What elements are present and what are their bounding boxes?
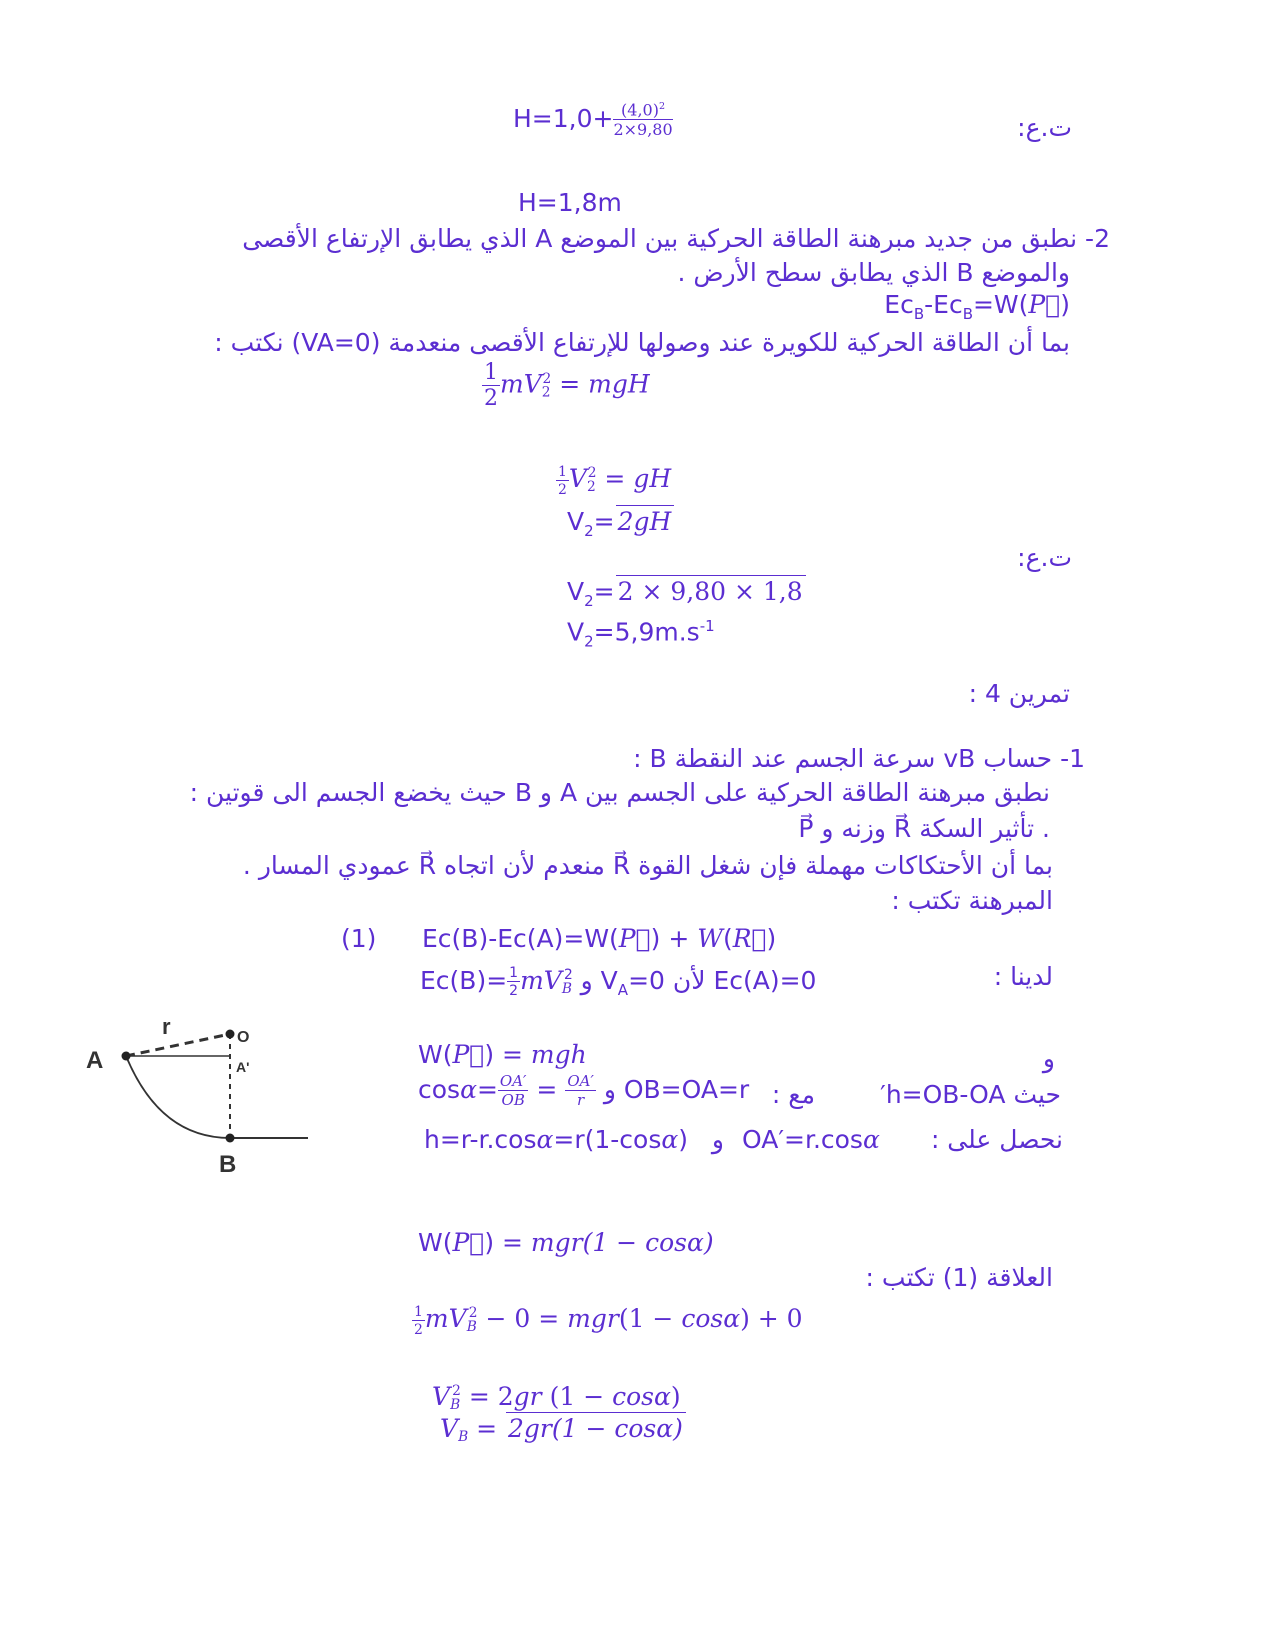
pendulum-figure	[80, 1010, 320, 1180]
paragraph-line: 2- نطبق من جديد مبرهنة الطاقة الحركية بين الموضع A الذي يطابق الإرتفاع الأقصى	[242, 224, 1110, 253]
paragraph-line: بما أن الطاقة الحركية للكويرة عند وصولها للإرتفاع الأقصى منعدمة (VA=0) نكتب :	[214, 328, 1070, 357]
point-o	[226, 1030, 235, 1039]
label-r: r	[162, 1014, 171, 1039]
paragraph-line: نطبق مبرهنة الطاقة الحركية على الجسم بين A و B حيث يخضع الجسم الى قوتين :	[189, 778, 1050, 807]
numeric-label: ت.ع:	[1017, 543, 1072, 572]
height-equation: H=1,0+ $\frac{(4,0)^2}{2\times 9,80}$	[513, 100, 673, 140]
label-a: A	[86, 1047, 104, 1074]
paragraph-line: P⃗ وزنه و R⃗ تأثير السكة .	[798, 814, 1050, 843]
paragraph-line: بما أن الأحتكاكات مهملة فإن شغل القوة R⃗ منعدم لأن اتجاه R⃗ عمودي المسار .	[242, 851, 1053, 880]
wa-label: و	[1042, 1044, 1055, 1073]
label-b: B	[219, 1151, 237, 1178]
equation-vb-squared: $VB^2 = 2gr$ (1 − cosα)	[432, 1382, 681, 1413]
equation-vb: VB = 2gr(1 − cosα)	[440, 1412, 686, 1452]
haythu-line: حيث h=OB-OA′	[880, 1080, 1061, 1109]
paragraph-line: المبرهنة تكتب :	[891, 886, 1053, 915]
equation-wp-final: W(P⃗) = mgr(1 − cosα)	[418, 1228, 714, 1257]
equation-h: h=r-r.cosα=r(1-cosα) و	[424, 1125, 724, 1154]
equation-simplified: $\frac{1}{2}$ $V2^2$ = gH	[558, 463, 672, 498]
equation-wp: W(P⃗) = mgh	[418, 1040, 587, 1069]
ladayna-label: لدينا :	[993, 962, 1053, 991]
theorem-equation: $Ec_B-Ec_B=W(P⃗)$	[884, 290, 1070, 323]
point-a	[122, 1052, 131, 1061]
equation-v2-numeric: $V_2= 2 \times 9,80 \times 1,8$	[567, 575, 806, 616]
relation-label: العلاقة (1) تكتب :	[865, 1263, 1053, 1292]
equation-oa-prime: OA′=r.cosα	[742, 1125, 880, 1154]
paragraph-line: والموضع B الذي يطابق سطح الأرض .	[677, 258, 1070, 287]
theorem-equation-4: Ec(B)-Ec(A)=W(P⃗) + W(R⃗)	[422, 924, 777, 953]
maa-label: مع :	[771, 1080, 815, 1109]
nahsul-label: نحصل على :	[930, 1125, 1063, 1154]
equation-cos: cosα= $\frac{OA'}{OB}$ = $\frac{OA'}{r}$ و OB=OA=r	[418, 1072, 750, 1109]
numeric-label: ت.ع:	[1017, 113, 1072, 142]
height-result: H=1,8m	[518, 188, 622, 217]
exercise-title: تمرين 4 :	[968, 679, 1070, 708]
equation-number: (1)	[341, 924, 377, 953]
equation-ecb: Ec(B)= $\frac{1}{2}$ mVB$^2$ و $V_A=0$ لأن Ec(A)=0	[420, 965, 817, 999]
point-b	[226, 1134, 235, 1143]
arc-track	[126, 1056, 230, 1138]
label-a-prime: A'	[236, 1059, 250, 1075]
equation-v2-formula: $V_2= 2gH$	[567, 505, 674, 546]
equation-energy: $\frac{1}{2}$ mVB$^2$ − 0 = mgr(1 − cosα) + 0	[414, 1303, 803, 1338]
question-1: 1- حساب vB سرعة الجسم عند النقطة B :	[633, 744, 1085, 773]
label-o: O	[237, 1029, 250, 1046]
v2-result: $V_2=5,9m.s^{-1}$	[567, 617, 715, 651]
radius-line	[126, 1034, 230, 1056]
equation-kinetic: $\frac{1}{2}$ $mV2^2$ = mgH	[484, 360, 650, 411]
